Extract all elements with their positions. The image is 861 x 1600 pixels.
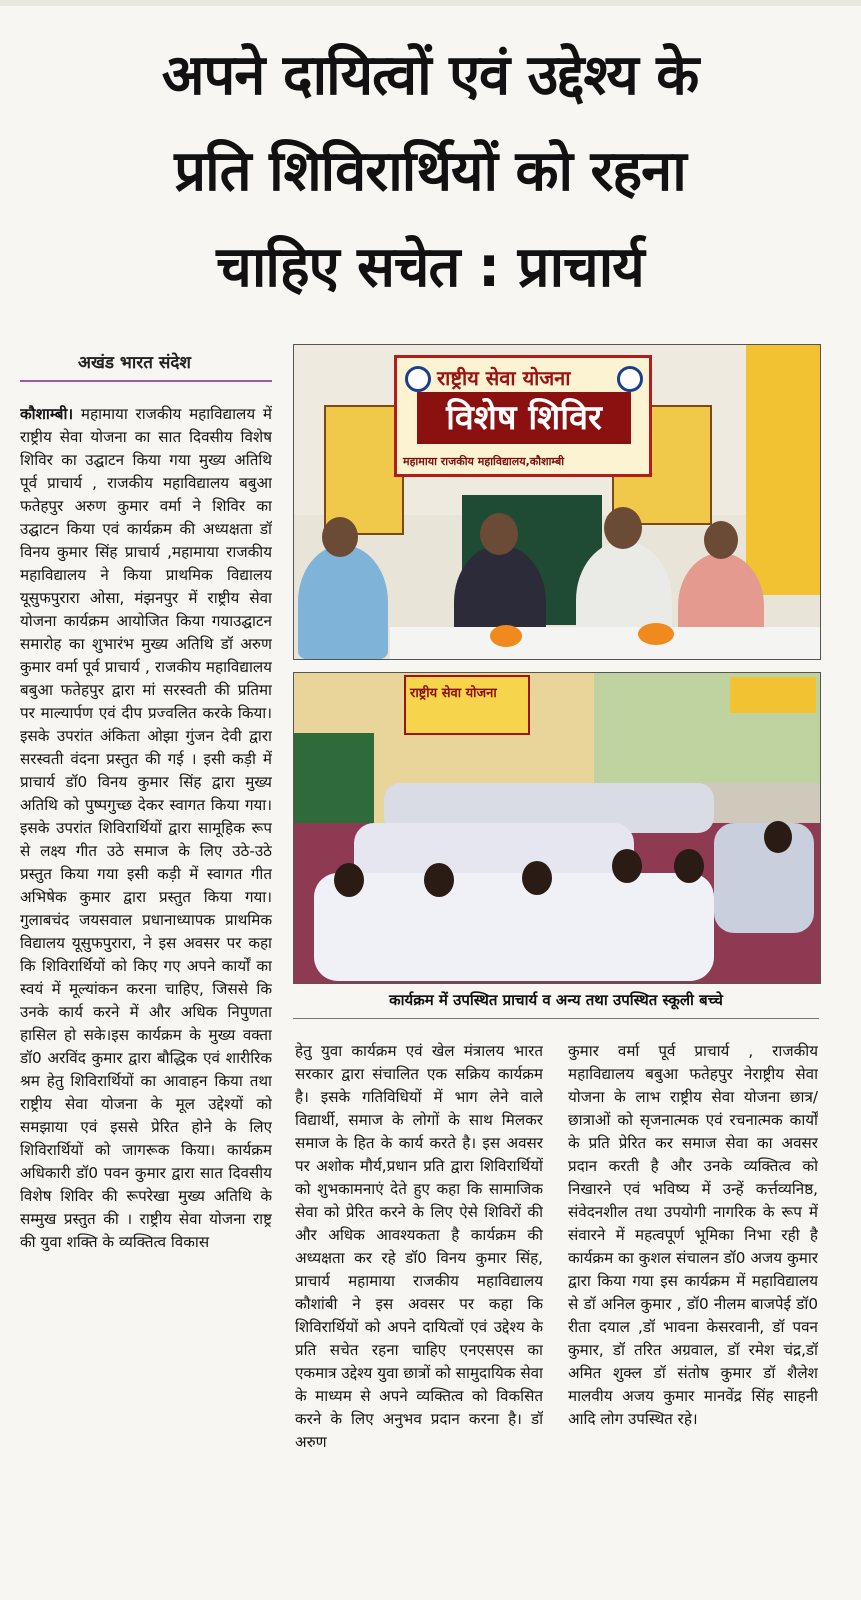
students-front-row: [314, 873, 714, 981]
nss-banner-2: [404, 675, 530, 735]
caption-divider: [293, 1018, 819, 1019]
banner-title: राष्ट्रीय सेवा योजना: [437, 366, 571, 390]
student-head: [334, 863, 364, 897]
student-head: [674, 849, 704, 883]
wall-chart-left: [324, 405, 404, 535]
nss-banner: [394, 355, 652, 477]
article-column-3: [568, 1040, 818, 1588]
banner-heading: विशेष शिविर: [417, 392, 631, 444]
headline-line-1: अपने दायित्वों एवं उद्देश्य के: [161, 43, 699, 108]
wall-mural: [746, 345, 820, 595]
outdoor-sign: [730, 677, 816, 713]
flower-bouquet: [490, 625, 522, 647]
byline-divider: [20, 380, 272, 382]
article-column-1: [20, 403, 272, 1588]
banner-subtitle: महामाया राजकीय महाविद्यालय,कौशाम्बी: [403, 455, 565, 468]
article-text-col3: कुमार वर्मा पूर्व प्राचार्य , राजकीय महाविद्यालय बबुआ फतेहपुर नेराष्ट्रीय सेवा योजना के लाभ राष्ट्रीय सेवा योजना छात्र/छात्राओं को सृजनात्मक एवं रचनात्मक कार्यों के प्रति प्रेरित कर समाज सेवा का अवसर प्रदान करती है और उनके व्यक्तित्व को निखारने एवं भविष्य में उन्हें कर्त्तव्यनिष्ठ, संवेदनशील तथा उपयोगी नागरिक के रूप में संवारने में महत्वपूर्ण भूमिका निभा रही है कार्यक्रम का कुशल संचालन डॉ0 अजय कुमार द्वारा किया गया इस कार्यक्रम में महाविद्यालय से डॉ अनिल कुमार , डॉ0 नीलम बाजपेई डॉ0 रीता दयाल ,डॉ भावना केसरवानी, डॉ पवन कुमार, डॉ तरित अग्रवाल, डॉ रमेश चंद्र,डॉ अमित शुक्ल डॉ संतोष कुमार डॉ शैलेश मालवीय अजय कुमार मानवेंद्र सिंह साहनी आदि लोग उपस्थित रहे।: [568, 1042, 818, 1428]
student-head: [424, 863, 454, 897]
flower-bouquet: [638, 623, 674, 645]
person-head: [604, 507, 642, 549]
person-head: [704, 521, 738, 559]
student-head: [612, 849, 642, 883]
top-strip: [0, 0, 861, 6]
person-head: [480, 513, 518, 555]
headline-line-2: प्रति शिविरार्थियों को रहना: [174, 139, 686, 204]
nss-emblem-icon: [617, 366, 643, 392]
dais-table: [390, 627, 820, 659]
photo-caption: कार्यक्रम में उपस्थित प्राचार्य व अन्य तथा उपस्थित स्कूली बच्चे: [389, 991, 723, 1009]
photo-students: [293, 672, 821, 984]
photo-inauguration: [293, 344, 821, 660]
student-head: [764, 821, 792, 853]
headline: [20, 28, 840, 316]
nss-emblem-icon: [405, 366, 431, 392]
person-head: [322, 517, 358, 557]
dateline: कौशाम्बी।: [20, 405, 74, 423]
banner-title-2: राष्ट्रीय सेवा योजना: [410, 686, 497, 701]
headline-line-3: चाहिए सचेत : प्राचार्य: [216, 235, 644, 300]
article-column-2: [295, 1040, 543, 1588]
person-guest-1: [298, 545, 388, 659]
article-text-col2: हेतु युवा कार्यक्रम एवं खेल मंत्रालय भारत सरकार द्वारा संचालित एक सक्रिय कार्यक्रम है। इसके गतिविधियों में भाग लेने वाले विद्यार्थी, समाज के लोगों के साथ मिलकर समाज के हित के कार्य करते है। इस अवसर पर अशोक मौर्य,प्रधान प्रति द्वारा शिविरार्थियों को शुभकामनाएं देते हुए कहा कि सामाजिक सेवा को प्रेरित करने के लिए ऐसे शिविरों की और अधिक आवश्यकता है कार्यक्रम की अध्यक्षता कर रहे डॉ0 विनय कुमार सिंह, प्राचार्य महामाया राजकीय महाविद्यालय कौशांबी ने इस अवसर पर कहा कि शिविरार्थियों को अपने दायित्वों एवं उद्देश्य के प्रति सचेत रहना चाहिए एनएसएस का एकमात्र उद्देश्य युवा छात्रों को सामुदायिक सेवा के माध्यम से अपने व्यक्तित्व को विकसित करने के लिए अनुभव प्रदान करना है। डॉ अरुण: [295, 1042, 543, 1451]
student-head: [522, 861, 552, 895]
article-text-col1: महामाया राजकीय महाविद्यालय में राष्ट्रीय सेवा योजना का सात दिवसीय विशेष शिविर का उद्घाटन किया गया मुख्य अतिथि पूर्व प्राचार्य , राजकीय महाविद्यालय बबुआ फतेहपुर अरुण कुमार वर्मा ने शिविर का उद्घाटन किया एवं कार्यक्रम की अध्यक्षता डॉ विनय कुमार सिंह प्राचार्य ,महामाया राजकीय महाविद्यालय ने किया प्राथमिक विद्यालय यूसुफपुरारा ओसा, मंझनपुर में राष्ट्रीय सेवा योजना कार्यक्रम आयोजित किया गयाउद्घाटन समारोह का शुभारंभ मुख्य अतिथि डॉ अरुण कुमार वर्मा पूर्व प्राचार्य , राजकीय महाविद्यालय बबुआ फतेहपुर द्वारा मां सरस्वती की प्रतिमा पर माल्यार्पण एवं दीप प्रज्वलित करके किया। इसके उपरांत अंकिता ओझा गुंजन देवी द्वारा सरस्वती वंदना प्रस्तुत की गई । इसी कड़ी में प्राचार्य डॉ0 विनय कुमार सिंह द्वारा मुख्य अतिथि को पुष्पगुच्छ देकर स्वागत किया गया। इसके उपरांत शिविरार्थियों द्वारा सामूहिक रूप से लक्ष्य गीत उठे समाज के लिए उठे-उठे प्रस्तुत किया गया इसी कड़ी में स्वागत गीत अभिषेक कुमार द्वारा प्रस्तुत किया गया। गुलाबचंद जयसवाल प्रधानाध्यापक प्राथमिक विद्यालय यूसुफपुरारा, ने इस अवसर पर कहा कि शिविरार्थियों को किए गए अपने कार्यों का स्वयं में मूल्यांकन करना चाहिए, जिससे कि उनके कार्य करने में और अधिक निपुणता हासिल हो सके।इस कार्यक्रम के मुख्य वक्ता डॉ0 अरविंद कुमार द्वारा बौद्धिक एवं शारीरिक श्रम हेतु शिविरार्थियों का आवाहन किया तथा राष्ट्रीय सेवा योजना के मूल उद्देश्यों को समझाया एवं इससे प्रेरित होने के लिए शिविरार्थियों को जागरूक किया। कार्यक्रम अधिकारी डॉ0 पवन कुमार द्वारा सात दिवसीय विशेष शिविर की रूपरेखा मुख्य अतिथि के सम्मुख प्रस्तुत की । राष्ट्रीय सेवा योजना राष्ट्र की युवा शक्ति के व्यक्तित्व विकास: [20, 405, 272, 1251]
source-byline: अखंड भारत संदेश: [78, 353, 191, 373]
